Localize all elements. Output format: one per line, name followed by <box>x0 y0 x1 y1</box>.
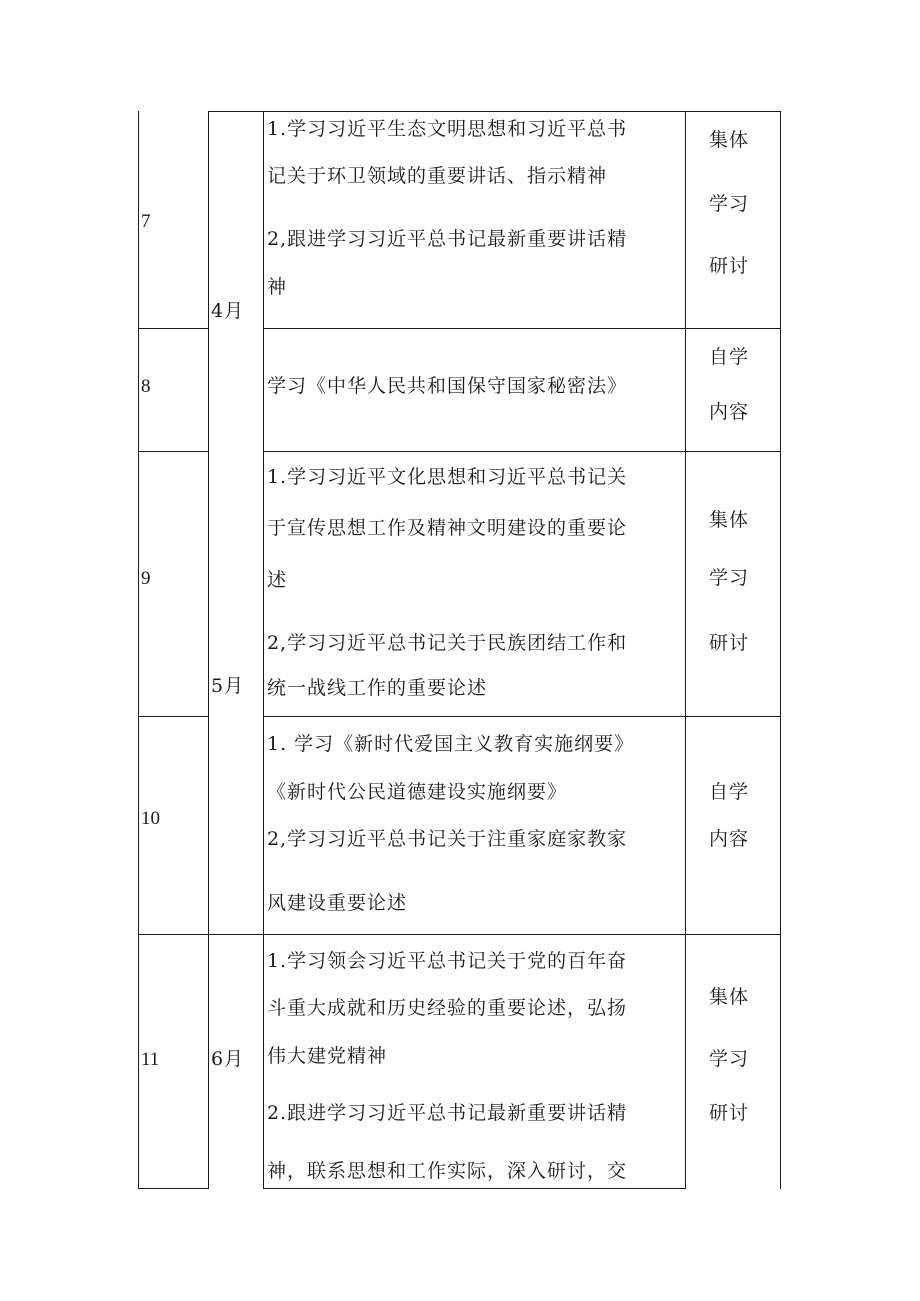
study-type: 研讨 <box>709 1102 750 1124</box>
row-border <box>263 934 781 935</box>
content-line: 伟大建党精神 <box>267 1045 388 1067</box>
col-border <box>138 111 139 1189</box>
content-line: 记关于环卫领域的重要讲话、指示精神 <box>267 165 608 187</box>
study-type: 自学 <box>709 346 750 368</box>
row-number: 10 <box>141 808 160 829</box>
study-type: 内容 <box>709 828 750 850</box>
row-border <box>263 328 781 329</box>
study-type: 学习 <box>709 193 750 215</box>
content-line: 统一战线工作的重要论述 <box>267 677 488 699</box>
study-type: 内容 <box>709 401 750 423</box>
content-line: 2.跟进学习习近平总书记最新重要讲话精 <box>267 1102 628 1124</box>
row-number: 7 <box>141 211 151 232</box>
content-line: 2,学习习近平总书记关于民族团结工作和 <box>267 632 628 654</box>
row-border <box>138 451 208 452</box>
content-line: 1. 学习《新时代爱国主义教育实施纲要》 <box>267 733 635 755</box>
col-border <box>208 111 209 1189</box>
row-border <box>263 1188 685 1189</box>
content-line: 2,学习习近平总书记关于注重家庭家教家 <box>267 828 628 850</box>
row-border <box>138 1188 208 1189</box>
study-type: 学习 <box>709 1048 750 1070</box>
content-line: 神 <box>267 276 288 298</box>
content-line: 学习《中华人民共和国保守国家秘密法》 <box>267 375 628 397</box>
content-line: 斗重大成就和历史经验的重要论述，弘扬 <box>267 997 628 1019</box>
row-border <box>263 451 781 452</box>
content-line: 风建设重要论述 <box>267 892 408 914</box>
content-line: 1.学习习近平生态文明思想和习近平总书 <box>267 118 628 140</box>
row-border <box>208 934 263 935</box>
content-line: 1.学习领会习近平总书记关于党的百年奋 <box>267 950 628 972</box>
row-border <box>138 716 208 717</box>
study-type: 自学 <box>709 781 750 803</box>
study-type: 研讨 <box>709 632 750 654</box>
study-type: 集体 <box>709 509 750 531</box>
study-type: 学习 <box>709 567 750 589</box>
content-line: 2,跟进学习习近平总书记最新重要讲话精 <box>267 228 628 250</box>
row-number: 8 <box>141 376 151 397</box>
study-type: 集体 <box>709 129 750 151</box>
row-border <box>138 328 208 329</box>
row-border <box>263 716 781 717</box>
col-border <box>780 111 781 1189</box>
row-border <box>263 111 781 112</box>
study-type: 集体 <box>709 986 750 1008</box>
month-label: 6月 <box>211 1048 245 1070</box>
content-line: 1.学习习近平文化思想和习近平总书记关 <box>267 466 628 488</box>
month-label: 5月 <box>211 675 245 697</box>
content-line: 于宣传思想工作及精神文明建设的重要论 <box>267 517 628 539</box>
study-type: 研讨 <box>709 255 750 277</box>
row-border <box>208 111 263 112</box>
content-line: 述 <box>267 569 288 591</box>
row-number: 9 <box>141 568 151 589</box>
row-number: 11 <box>141 1049 160 1070</box>
col-border <box>263 111 264 1189</box>
row-border <box>138 934 208 935</box>
month-label: 4月 <box>211 300 245 322</box>
content-line: 神，联系思想和工作实际，深入研讨，交 <box>267 1160 628 1182</box>
col-border <box>685 111 686 1189</box>
content-line: 《新时代公民道德建设实施纲要》 <box>267 781 568 803</box>
